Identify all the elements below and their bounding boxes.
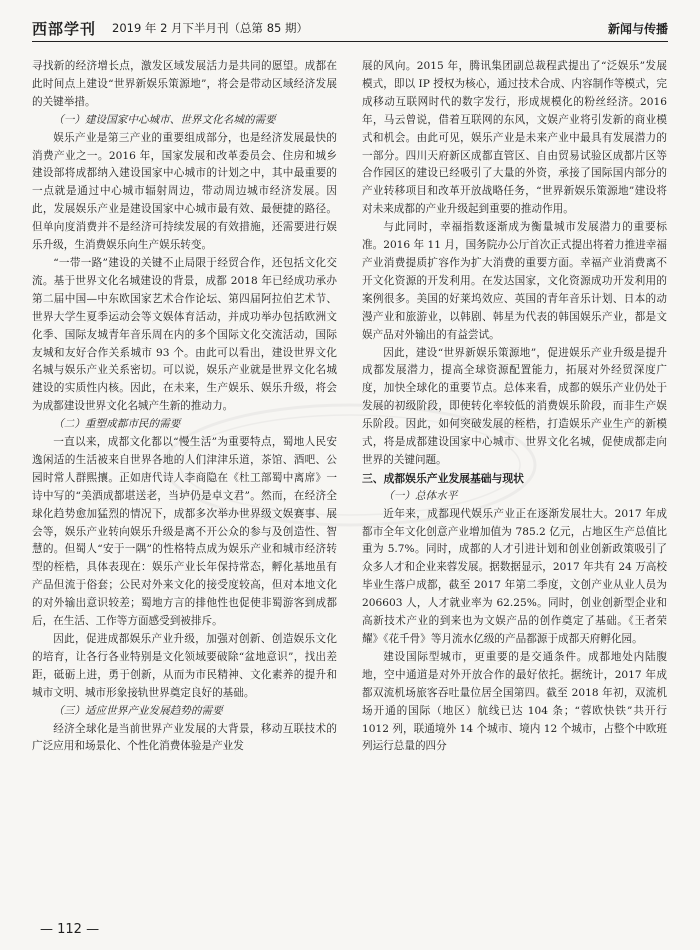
page-header <box>32 14 668 42</box>
paragraph: 娱乐产业是第三产业的重要组成部分，也是经济发展最快的消费产业之一。2016 年，国家发展和改革委员会、住房和城乡建设部将成都纳入建设国家中心城市的计划之中，其中最重要的一点就是通过中心城市辐射周边，带动周边城市经济发展。因此，发展娱乐产业是建设国家中心城市最有效、最便捷的路径。但单向度消费并不是经济可持续发展的有效措施，还需要进行娱乐升级，生消费娱乐向生产娱乐转变。 <box>32 131 337 252</box>
page-number: — 112 — <box>40 922 100 937</box>
paragraph: 建设国际型城市，更重要的是交通条件。成都地处内陆腹地，空中通道是对外开放合作的最好依托。据统计，2017 年成都双流机场旅客吞吐量位居全国第四。截至 2018 年初，双流机场开通的国际（地区）航线已达 104 条；“蓉欧快铁”共开行 1012 列，联通境外 14 个城市、境内 12 个城市，占整个中欧班列运行总量的四分 <box>362 650 667 753</box>
issue-label: 2019 年 2 月下半月刊（总第 85 期） <box>112 21 308 35</box>
article-column-left <box>32 58 337 756</box>
section-heading: （三）适应世界产业发展趋势的需要 <box>53 704 223 717</box>
paragraph: 近年来，成都现代娱乐产业正在逐渐发展壮大。2017 年成都市全年文化创意产业增加值为 785.2 亿元，占地区生产总值比重为 5.7%。同时，成都的人才引进计划和创业创新政策吸引了众多人才和企业来蓉发展。据数据显示，2017 年共有 24 万高校毕业生落户成都，截至 2017 年第二季度，文创产业从业人员为 206603 人，人才就业率为 62.25%。同时，创业创新型企业和高新技术产业的到来也为文娱产品的创作奠定了基础。《王者荣耀》《花千骨》等月流水亿级的产品都源于成都天府孵化园。 <box>362 507 667 645</box>
paragraph: 因此，促进成都娱乐产业升级，加强对创新、创造娱乐文化的培育，让各行各业特别是文化领域要破除“盆地意识”，找出差距，砥砺上进，勇于创新，从而为市民精神、文化素养的提升和城市文明、城市形象接轨世界奠定良好的基础。 <box>32 633 337 699</box>
paragraph: 展的风向。2015 年，腾讯集团副总裁程武提出了“泛娱乐”发展模式，即以 IP 授权为核心，通过技术合成、内容制作等模式，完成移动互联网时代的数字发行，形成规模化的粉丝经济。2016 年，马云曾说，借着互联网的东风，文娱产业将引发新的商业模式和机会。由此可见，娱乐产业是未来产业中最具有发展潜力的一部分。四川天府新区成都直管区、自由贸易试验区成都片区等合作园区的建设已经吸引了大量的外资，承接了国际国内部分的产业转移项目和改革开放战略任务，“世界新娱乐策源地”建设将对未来成都的产业升级起到重要的推动作用。 <box>362 60 667 216</box>
header-rule <box>32 41 668 42</box>
section-heading: （一）建设国家中心城市、世界文化名城的需要 <box>53 113 276 126</box>
paragraph: 因此，建设“世界新娱乐策源地”，促进娱乐产业升级是提升成都发展潜力，提高全球资源配置能力，拓展对外经贸深度广度，加快全球化的重要节点。总体来看，成都的娱乐产业仍处于发展的初级阶段，即使转化率较低的消费娱乐阶段，而非生产娱乐阶段。因此，如何突破发展的桎梏，打造娱乐产业生产的新模式，将是成都建设国家中心城市、世界文化名城，促使成都走向世界的关键问题。 <box>362 346 667 466</box>
section-heading: （二）重塑成都市民的需要 <box>53 418 181 431</box>
paragraph: 寻找新的经济增长点，激发区域发展活力是共同的愿望。成都在此时间点上建设“世界新娱乐策源地”，将会是带动区域经济发展的关键举措。 <box>32 60 337 108</box>
paragraph: “一带一路”建设的关键不止局限于经贸合作，还包括文化交流。基于世界文化名城建设的背景，成都 2018 年已经成功承办第二届中国—中东欧国家艺术合作论坛、第四届阿拉伯艺术节、世界大学生夏季运动会等文娱体育活动，并成功举办包括欧洲文化季、国际友城青年音乐周在内的多个国际文化交流活动，国际友城和友好合作关系城市 93 个。由此可以看出，建设世界文化名城与娱乐产业关系密切。可以说，娱乐产业就是世界文化名城建设的实质性内核。因此，在未来，生产娱乐、娱乐升级，将会为成都建设世界文化名城产生新的推动力。 <box>32 256 337 413</box>
article-column-right <box>362 58 667 756</box>
paragraph: 一直以来，成都文化都以“慢生活”为重要特点，蜀地人民安逸闲适的生活被来自世界各地的人们津津乐道，茶馆、酒吧、公园时常人群熙攘。正如唐代诗人李商隐在《杜工部蜀中离席》一诗中写的“美酒成都堪送老，当垆仍是卓文君”。然而，在经济全球化趋势愈加猛烈的情况下，成都多次举办世界级文娱赛事、展会等，娱乐产业转向娱乐升级是离不开公众的参与及创造性、智慧的。但蜀人“安于一隅”的性格特点成为娱乐产业和城市经济转型的桎梏，具体表现在：娱乐产业长年保持常态，孵化基地虽有产品但流于俗套；公民对外来文化的接受度较高，但对本地文化的对外输出意识较差；蜀地方言的排他性也促使非蜀游客到成都后，在生活、工作等方面感受到被排斥。 <box>32 436 337 628</box>
paragraph: 与此同时，幸福指数逐渐成为衡量城市发展潜力的重要标准。2016 年 11 月，国务院办公厅首次正式提出将着力推进幸福产业消费提质扩容作为扩大消费的重要方面。幸福产业消费离不开文化资源的开发利用。在发达国家，文化资源成功开发利用的案例很多。美国的好莱坞效应、英国的青年音乐计划、日本的动漫产业和旅游业，以韩剧、韩星为代表的韩国娱乐产业，都是文娱产品对外输出的有益尝试。 <box>362 221 667 341</box>
section-heading: （一）总体水平 <box>383 489 458 502</box>
section-heading: 三、成都娱乐产业发展基础与现状 <box>362 471 524 485</box>
journal-logo: 西部学刊 <box>32 20 97 38</box>
section-label: 新闻与传播 <box>607 22 668 36</box>
paragraph: 经济全球化是当前世界产业发展的大背景，移动互联技术的广泛应用和场景化、个性化消费体验是产业发 <box>32 722 337 753</box>
